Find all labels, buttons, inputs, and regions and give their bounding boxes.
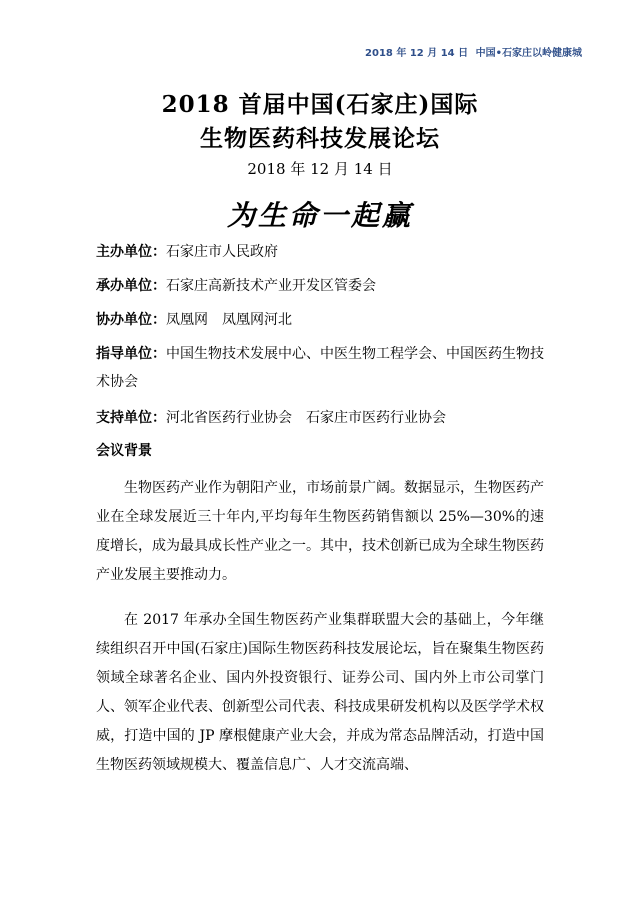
organizer-value: 河北省医药行业协会 石家庄市医药行业协会 bbox=[166, 410, 446, 426]
organizer-undertaker bbox=[96, 272, 556, 300]
organizer-value: 凤凰网 凤凰网河北 bbox=[166, 312, 292, 328]
background-heading: 会议背景 bbox=[96, 443, 152, 459]
organizer-label: 支持单位： bbox=[96, 410, 166, 426]
forum-title-line-2: 生物医药科技发展论坛 bbox=[200, 125, 440, 152]
background-paragraph-1: 生物医药产业作为朝阳产业，市场前景广阔。数据显示，生物医药产业在全球发展近三十年内,平均每年生物医药销售额以 25%—30%的速度增长，成为最具成长性产业之一。其中，技术创新已成为全球生物医药产业发展主要推动力。 bbox=[96, 480, 544, 583]
organizer-value: 石家庄市人民政府 bbox=[166, 244, 278, 260]
organizer-label: 主办单位： bbox=[96, 244, 166, 260]
organizer-value: 石家庄高新技术产业开发区管委会 bbox=[166, 278, 376, 294]
forum-title-line-1: 2018 首届中国(石家庄)国际 bbox=[161, 91, 479, 118]
organizer-support bbox=[96, 404, 556, 432]
organizer-co-host bbox=[96, 306, 556, 334]
organizer-label: 指导单位： bbox=[96, 346, 166, 362]
organizer-host bbox=[96, 238, 556, 266]
slogan: 为生命一起赢 bbox=[226, 199, 413, 232]
header-source: 中国•石家庄以岭健康城 bbox=[475, 48, 582, 59]
header-note bbox=[361, 44, 582, 59]
organizer-label: 承办单位： bbox=[96, 278, 166, 294]
forum-date: 2018 年 12 月 14 日 bbox=[247, 160, 393, 178]
header-date: 2018 年 12 月 14 日 bbox=[365, 48, 469, 59]
organizer-guide bbox=[96, 340, 556, 396]
organizer-label: 协办单位： bbox=[96, 312, 166, 328]
background-paragraph-2: 在 2017 年承办全国生物医药产业集群联盟大会的基础上，今年继续组织召开中国(石家庄)国际生物医药科技发展论坛，旨在聚集生物医药领域全球著名企业、国内外投资银行、证券公司、国内外上市公司掌门人、领军企业代表、创新型公司代表、科技成果研发机构以及医学学术权威，打造中国的 JP 摩根健康产业大会，并成为常态品牌活动，打造中国生物医药领域规模大、覆盖信息广、人才交流高端、 bbox=[96, 612, 544, 773]
organizer-value: 中国生物技术发展中心、中医生物工程学会、中国医药生物技术协会 bbox=[96, 346, 544, 390]
